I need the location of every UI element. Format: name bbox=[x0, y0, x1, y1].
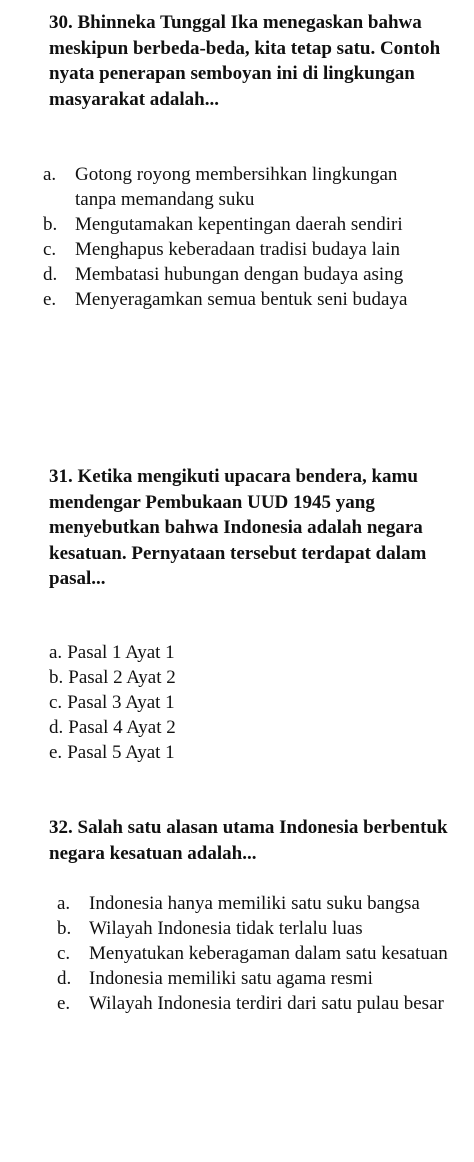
option-letter: e. bbox=[43, 289, 57, 310]
option-letter: c. bbox=[57, 943, 71, 964]
option-text: Menghapus keberadaan tradisi budaya lain bbox=[75, 239, 400, 260]
question-30-option-b[interactable] bbox=[43, 212, 443, 237]
question-32-option-c[interactable] bbox=[57, 941, 452, 966]
option-text: Indonesia hanya memiliki satu suku bangsa bbox=[89, 893, 420, 914]
option-text: Pasal 5 Ayat 1 bbox=[67, 742, 175, 763]
question-32-option-a[interactable] bbox=[57, 891, 452, 916]
question-32-option-b[interactable] bbox=[57, 916, 452, 941]
option-text: Wilayah Indonesia tidak terlalu luas bbox=[89, 918, 363, 939]
question-30-option-e[interactable] bbox=[43, 287, 443, 312]
option-text: Menyeragamkan semua bentuk seni budaya bbox=[75, 289, 408, 310]
question-31-options bbox=[49, 640, 449, 765]
option-text: Menyatukan keberagaman dalam satu kesatuan bbox=[89, 943, 448, 964]
question-32-text: 32. Salah satu alasan utama Indonesia berbentuk negara kesatuan adalah... bbox=[49, 817, 448, 864]
option-letter: a. bbox=[43, 164, 57, 185]
question-31-option-e[interactable] bbox=[49, 740, 449, 765]
question-30-options bbox=[43, 162, 443, 312]
option-letter: d. bbox=[57, 968, 72, 989]
question-30-option-a[interactable] bbox=[43, 162, 443, 212]
option-letter: a. bbox=[57, 893, 71, 914]
option-letter: a. bbox=[49, 642, 63, 663]
option-letter: b. bbox=[49, 667, 64, 688]
question-32-option-d[interactable] bbox=[57, 966, 452, 991]
option-text: Pasal 4 Ayat 2 bbox=[68, 717, 176, 738]
question-30-option-c[interactable] bbox=[43, 237, 443, 262]
question-31-text: 31. Ketika mengikuti upacara bendera, kamu mendengar Pembukaan UUD 1945 yang menyebutkan bahwa Indonesia adalah negara kesatuan. Pernyataan tersebut terdapat dalam pasal... bbox=[49, 466, 427, 589]
question-30-option-d[interactable] bbox=[43, 262, 443, 287]
option-text: Membatasi hubungan dengan budaya asing bbox=[75, 264, 404, 285]
question-31-option-c[interactable] bbox=[49, 690, 449, 715]
option-text: Wilayah Indonesia terdiri dari satu pulau besar bbox=[89, 993, 444, 1014]
question-30 bbox=[43, 10, 454, 310]
option-text: Gotong royong membersihkan lingkungan tanpa memandang suku bbox=[75, 164, 398, 210]
question-31-option-d[interactable] bbox=[49, 715, 449, 740]
option-letter: e. bbox=[49, 742, 63, 763]
option-text: Mengutamakan kepentingan daerah sendiri bbox=[75, 214, 403, 235]
option-text: Pasal 2 Ayat 2 bbox=[68, 667, 176, 688]
option-letter: d. bbox=[49, 717, 64, 738]
question-32-option-e[interactable] bbox=[57, 991, 452, 1016]
option-letter: d. bbox=[43, 264, 58, 285]
option-text: Pasal 3 Ayat 1 bbox=[67, 692, 175, 713]
question-32-options bbox=[57, 891, 452, 1016]
option-letter: b. bbox=[43, 214, 58, 235]
option-letter: e. bbox=[57, 993, 71, 1014]
question-31-option-b[interactable] bbox=[49, 665, 449, 690]
question-32 bbox=[49, 815, 454, 1014]
option-text: Pasal 1 Ayat 1 bbox=[67, 642, 175, 663]
question-31-option-a[interactable] bbox=[49, 640, 449, 665]
option-text: Indonesia memiliki satu agama resmi bbox=[89, 968, 373, 989]
question-30-text: 30. Bhinneka Tunggal Ika menegaskan bahwa meskipun berbeda-beda, kita tetap satu. Contoh nyata penerapan semboyan ini di lingkungan masyarakat adalah... bbox=[49, 12, 441, 110]
question-31 bbox=[49, 464, 454, 763]
option-letter: c. bbox=[43, 239, 57, 260]
option-letter: c. bbox=[49, 692, 63, 713]
option-letter: b. bbox=[57, 918, 72, 939]
